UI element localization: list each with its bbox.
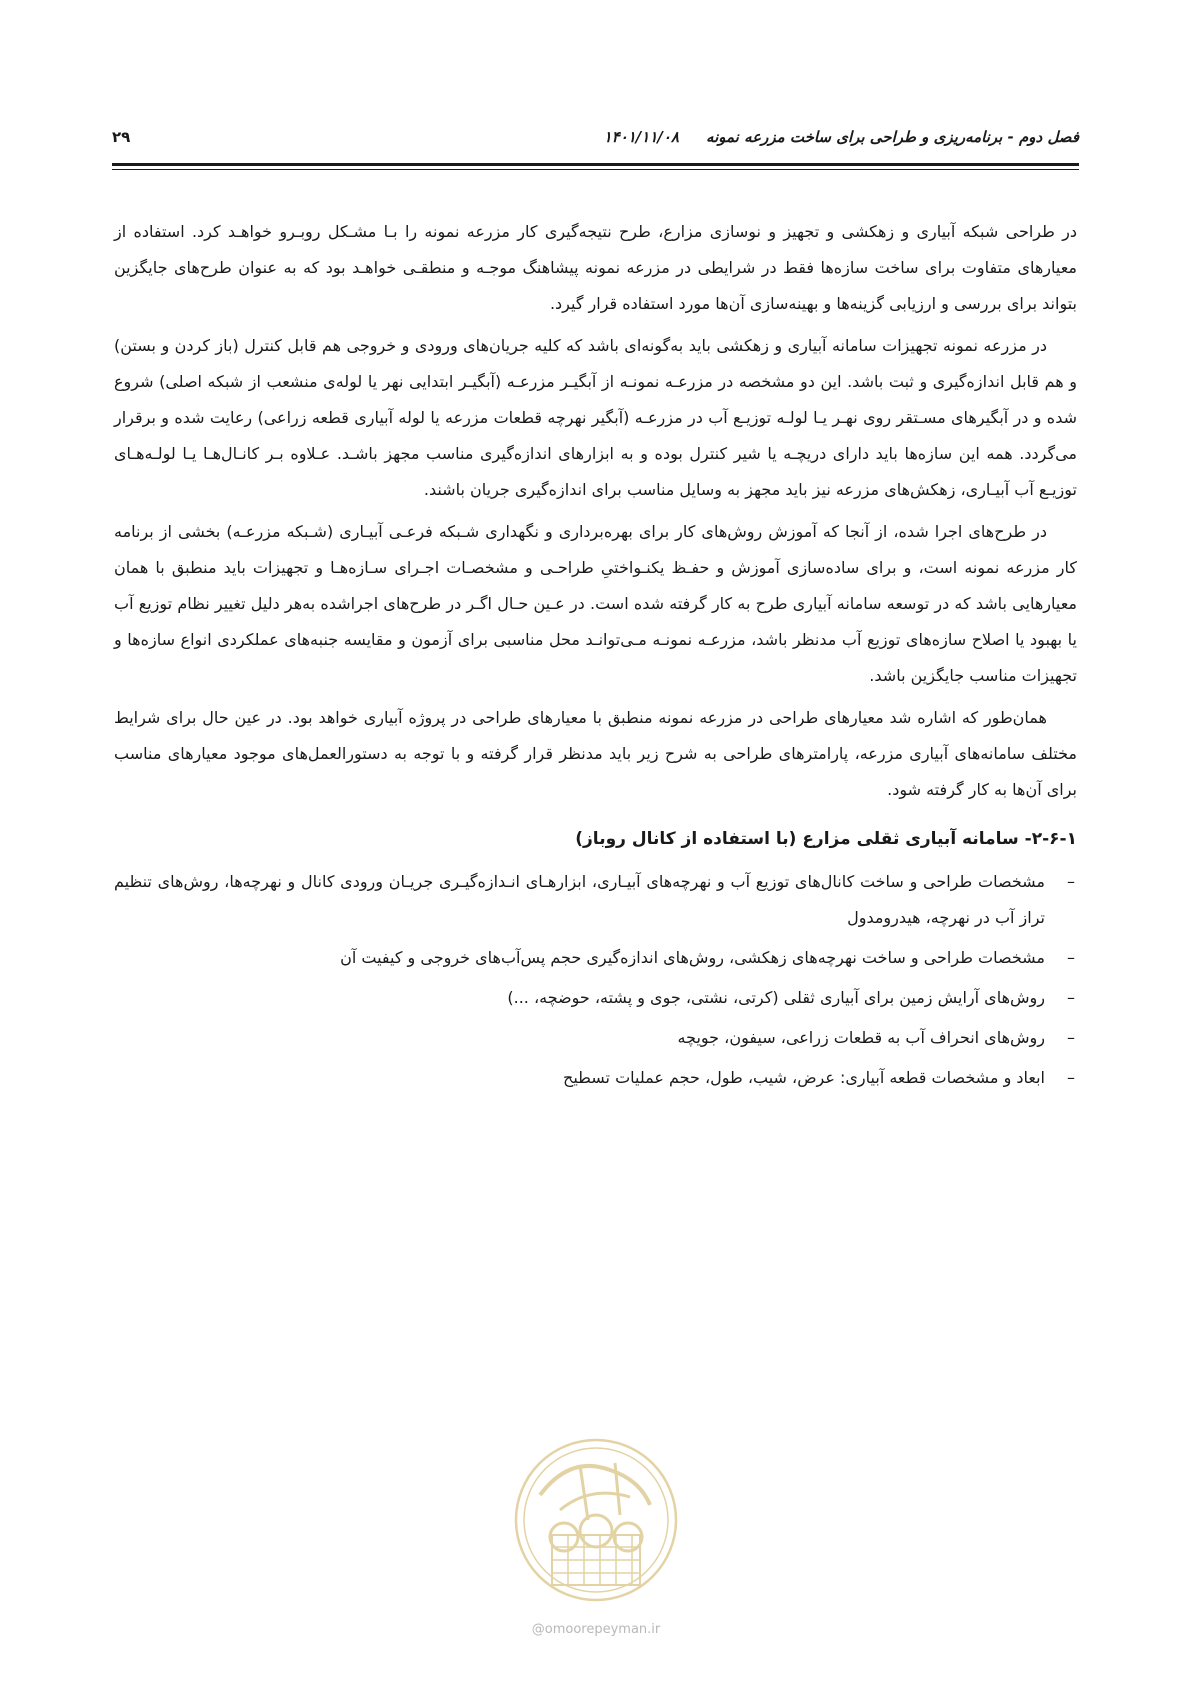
body-text	[114, 214, 1077, 1100]
list-item	[114, 864, 1075, 936]
paragraph-4: همان‌طور که اشاره شد معیارهای طراحی در مزرعه نمونه منطبق با معیارهای طراحی در پروژه آبیاری خواهد بود. در عین حال برای شرایط مختلف سامانه‌های آبیاری مزرعه، پارامترهای طراحی به شرح زیر باید مدنظر قرار گرفته و با توجه به دستورالعمل‌های موجود معیارهای مناسب برای آن‌ها به کار گرفته شود.	[114, 708, 1077, 799]
header-rule-thin	[112, 169, 1079, 170]
list-item	[114, 1020, 1075, 1056]
running-header	[112, 128, 1079, 162]
list-item	[114, 1060, 1075, 1096]
dash-bullet: –	[1067, 1028, 1075, 1047]
list-item	[114, 980, 1075, 1016]
dash-bullet: –	[1067, 988, 1075, 1007]
parameter-list	[114, 864, 1077, 1096]
list-item-text: مشخصات طراحی و ساخت نهرچه‌های زهکشی، روش‌های اندازه‌گیری حجم پس‌آب‌های خروجی و کیفیت آن	[340, 948, 1045, 967]
paragraph-1: در طراحی شبکه آبیاری و زهکشی و تجهیز و نوسازی مزارع، طرح نتیجه‌گیری کار مزرعه نمونه را بـا مشـکل روبـرو خواهـد کرد. استفاده از معیارهای متفاوت برای ساخت سازه‌ها فقط در شرایطی در مزرعه نمونه پیشاهنگ موجـه و منطقـی خواهـد بود که به عنوان طرح‌های جایگزین بتواند برای بررسی و ارزیابی گزینه‌ها و بهینه‌سازی آن‌ها مورد استفاده قرار گیرد.	[114, 222, 1077, 313]
list-item-text: روش‌های انحراف آب به قطعات زراعی، سیفون، جویچه	[677, 1028, 1045, 1047]
watermark-site: @omoorepeyman.ir	[531, 1622, 661, 1637]
dash-bullet: –	[1067, 948, 1075, 967]
page-number: ۲۹	[112, 128, 131, 146]
section-heading: ۲-۶-۱- سامانه آبیاری ثقلی مزارع (با استفاده از کانال روباز)	[575, 829, 1077, 849]
header-date: ۱۴۰۱/۱۱/۰۸	[603, 128, 679, 146]
list-item-text: ابعاد و مشخصات قطعه آبیاری: عرض، شیب، طول، حجم عملیات تسطیح	[562, 1068, 1045, 1087]
paragraph-3: در طرح‌های اجرا شده، از آنجا که آموزش روش‌های کار برای بهره‌برداری و نگهداری شـبکه فرعـی آبیـاری (شـبکه مزرعـه) بخشی از برنامه کار مزرعه نمونه است، و برای ساده‌سازی آموزش و حفـظ یکنـواختیِ طراحـی و مشخصـات اجـرای سـازه‌هـا و تجهیزات باید منطبق با همان معیارهایی باشد که در توسعه سامانه آبیاری طرح به کار گرفته شده است. در عـین حـال اگـر در طرح‌های اجراشده به‌هر دلیل تغییر نظام توزیع آب یا بهبود یا اصلاح سازه‌های توزیع آب مدنظر باشد، مزرعـه نمونـه مـی‌توانـد محل مناسبی برای آزمون و مقایسه جنبه‌های عملکردی انواع سازه‌ها و تجهیزات مناسب جایگزین باشد.	[114, 522, 1077, 685]
list-item-text: روش‌های آرایش زمین برای آبیاری ثقلی (کرتی، نشتی، جوی و پشته، حوضچه، ...)	[507, 988, 1045, 1007]
chapter-title: فصل دوم - برنامه‌ریزی و طراحی برای ساخت مزرعه نمونه	[706, 128, 1079, 146]
list-item	[114, 940, 1075, 976]
paragraph-2: در مزرعه نمونه تجهیزات سامانه آبیاری و زهکشی باید به‌گونه‌ای باشد که کلیه جریان‌های ورودی و خروجی هم قابل کنترل (باز کردن و بستن) و هم قابل اندازه‌گیری و ثبت باشد. این دو مشخصه در مزرعـه نمونـه از آبگیـر مزرعـه (آبگیـر ابتدایی نهر یا لوله‌ی منشعب از شبکه اصلی) شروع شده و در آبگیرهای مسـتقر روی نهـر یـا لولـه توزیـع آب در مزرعـه (آبگیر نهرچه قطعات مزرعه یا لوله آبیاری قطعه زراعی) رعایت شده و برقرار می‌گردد. همه این سازه‌ها باید دارای دریچـه یا شیر کنترل بوده و به ابزارهای اندازه‌گیری مناسب مجهز باشـد. عـلاوه بـر کانـال‌هـا یـا لولـه‌هـای توزیـع آب آبیـاری، زهکش‌های مزرعه نیز باید مجهز به وسایل مناسب برای اندازه‌گیری جریان باشند.	[114, 336, 1077, 499]
header-rule-thick	[112, 163, 1079, 166]
watermark-logo-icon	[510, 1425, 682, 1615]
dash-bullet: –	[1067, 1068, 1075, 1087]
dash-bullet: –	[1067, 872, 1075, 891]
list-item-text: مشخصات طراحی و ساخت کانال‌های توزیع آب و نهرچه‌های آبیـاری، ابزارهـای انـدازه‌گیـری جریـان ورودی کانال و نهرچه‌ها، روش‌های تنظیم تراز آب در نهرچه، هیدرومدول	[114, 872, 1045, 927]
